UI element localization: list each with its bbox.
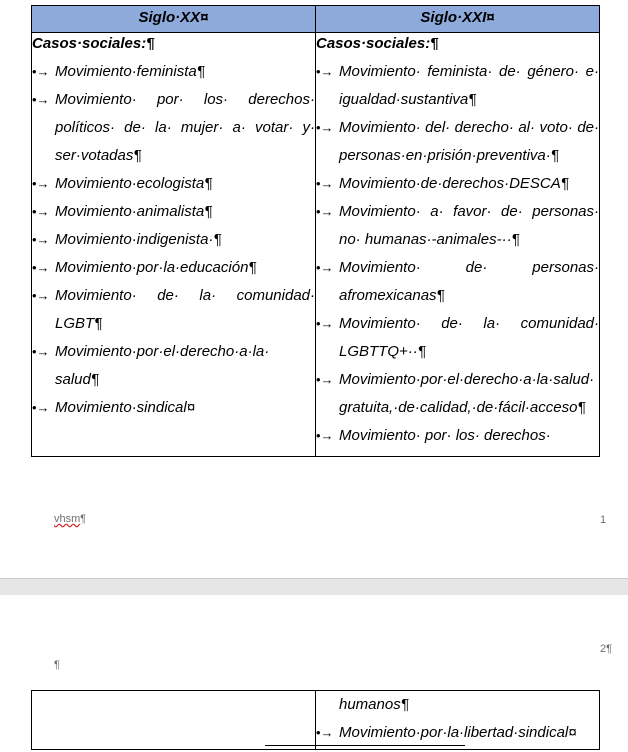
list-item-text: Movimiento· de· personas· afromexicanas¶ — [339, 259, 599, 304]
list-item-text: Movimiento·animalista¶ — [55, 203, 213, 220]
bullet-icon: •→ — [32, 260, 50, 275]
list-item[interactable] — [32, 86, 315, 170]
bullet-icon: •→ — [316, 176, 334, 191]
pilcrow-mark: ¶ — [54, 659, 60, 671]
list-item-text: Movimiento· de· la· comunidad· LGBT¶ — [55, 287, 315, 332]
bullet-icon: •→ — [32, 344, 50, 359]
list-item[interactable] — [316, 366, 599, 422]
list-item-text: Movimiento·indigenista·¶ — [55, 231, 222, 248]
list-item[interactable] — [32, 226, 315, 254]
list-item-text: Movimiento· de· la· comunidad· LGBTTQ+··¶ — [339, 315, 599, 360]
pilcrow-mark: ¶ — [80, 513, 87, 525]
list-item-text: Movimiento·por·el·derecho·a·la·salud· gratuita,·de·calidad,·de·fácil·acceso¶ — [339, 371, 595, 416]
bullet-icon: •→ — [32, 204, 50, 219]
list-item-text: Movimiento·ecologista¶ — [55, 175, 213, 192]
cell-siglo-xxi-continued[interactable] — [316, 691, 600, 750]
bullet-icon: •→ — [32, 92, 50, 107]
page-number: 2¶ — [600, 643, 613, 655]
page-number: 1 — [600, 514, 607, 526]
footnote-separator — [265, 745, 465, 748]
bullet-icon: •→ — [316, 64, 334, 79]
list-item-text: Movimiento·de·derechos·DESCA¶ — [339, 175, 569, 192]
list-item-text: Movimiento· por· los· derechos· — [339, 427, 551, 444]
bullet-icon: •→ — [316, 316, 334, 331]
list-item-text: Movimiento· del· derecho· al· voto· de· personas·en·prisión·preventiva·¶ — [339, 119, 599, 164]
continued-text: humanos¶ — [339, 696, 409, 713]
list-item[interactable] — [316, 254, 599, 310]
list-item-text: Movimiento· feminista· de· género· e· igualdad·sustantiva¶ — [339, 63, 599, 108]
list-item[interactable] — [32, 198, 315, 226]
bullet-icon: •→ — [32, 64, 50, 79]
bullet-icon: •→ — [32, 176, 50, 191]
list-item[interactable] — [32, 170, 315, 198]
list-item[interactable] — [32, 58, 315, 86]
bullet-icon: •→ — [316, 725, 334, 740]
movements-list-continued — [316, 719, 599, 747]
table-header-row — [32, 6, 600, 33]
movements-list-xx — [32, 58, 315, 422]
list-item-text: Movimiento· por· los· derechos· políticos· de· la· mujer· a· votar· y· ser·votadas¶ — [55, 91, 315, 164]
list-item-text: Movimiento·por·el·derecho·a·la· salud¶ — [55, 343, 270, 388]
cell-title: Casos·sociales:¶ — [316, 35, 439, 52]
movements-list-xxi — [316, 58, 599, 450]
bullet-icon: •→ — [32, 288, 50, 303]
list-item-text: Movimiento·por·la·educación¶ — [55, 259, 257, 276]
page-break-gap — [0, 578, 628, 596]
list-item[interactable] — [316, 170, 599, 198]
list-item-text: Movimiento· a· favor· de· personas· no· humanas·-animales-··¶ — [339, 203, 599, 248]
bullet-icon: •→ — [316, 204, 334, 219]
bullet-icon: •→ — [316, 260, 334, 275]
list-item[interactable] — [32, 282, 315, 338]
list-item-text: Movimiento·por·la·libertad·sindical¤ — [339, 724, 577, 741]
footer-text[interactable] — [54, 513, 86, 525]
bullet-icon: •→ — [32, 400, 50, 415]
footer-author: vhsm — [54, 513, 81, 525]
bullet-icon: •→ — [316, 372, 334, 387]
list-item-text: Movimiento·sindical¤ — [55, 399, 196, 416]
table-body-row — [32, 691, 600, 750]
bullet-icon: •→ — [316, 428, 334, 443]
document-page-2 — [0, 595, 628, 752]
cell-title: Casos·sociales:¶ — [32, 35, 155, 52]
bullet-icon: •→ — [32, 232, 50, 247]
list-item[interactable] — [32, 338, 315, 394]
list-item[interactable] — [316, 422, 599, 450]
list-item-text: Movimiento·feminista¶ — [55, 63, 205, 80]
list-item[interactable] — [316, 719, 599, 747]
header-siglo-xx[interactable]: Siglo·XX¤ — [32, 6, 316, 33]
cell-siglo-xx-continued[interactable] — [32, 691, 316, 750]
list-item[interactable] — [32, 394, 315, 422]
list-item[interactable] — [32, 254, 315, 282]
list-item[interactable] — [316, 198, 599, 254]
list-item[interactable] — [316, 114, 599, 170]
bullet-icon: •→ — [316, 120, 334, 135]
list-item[interactable] — [316, 58, 599, 114]
header-siglo-xxi[interactable]: Siglo·XXI¤ — [316, 6, 600, 33]
cell-siglo-xx[interactable] — [32, 33, 316, 457]
social-movements-table — [31, 5, 600, 457]
social-movements-table-continued — [31, 690, 600, 750]
list-item[interactable] — [316, 310, 599, 366]
table-body-row — [32, 33, 600, 457]
cell-siglo-xxi[interactable] — [316, 33, 600, 457]
